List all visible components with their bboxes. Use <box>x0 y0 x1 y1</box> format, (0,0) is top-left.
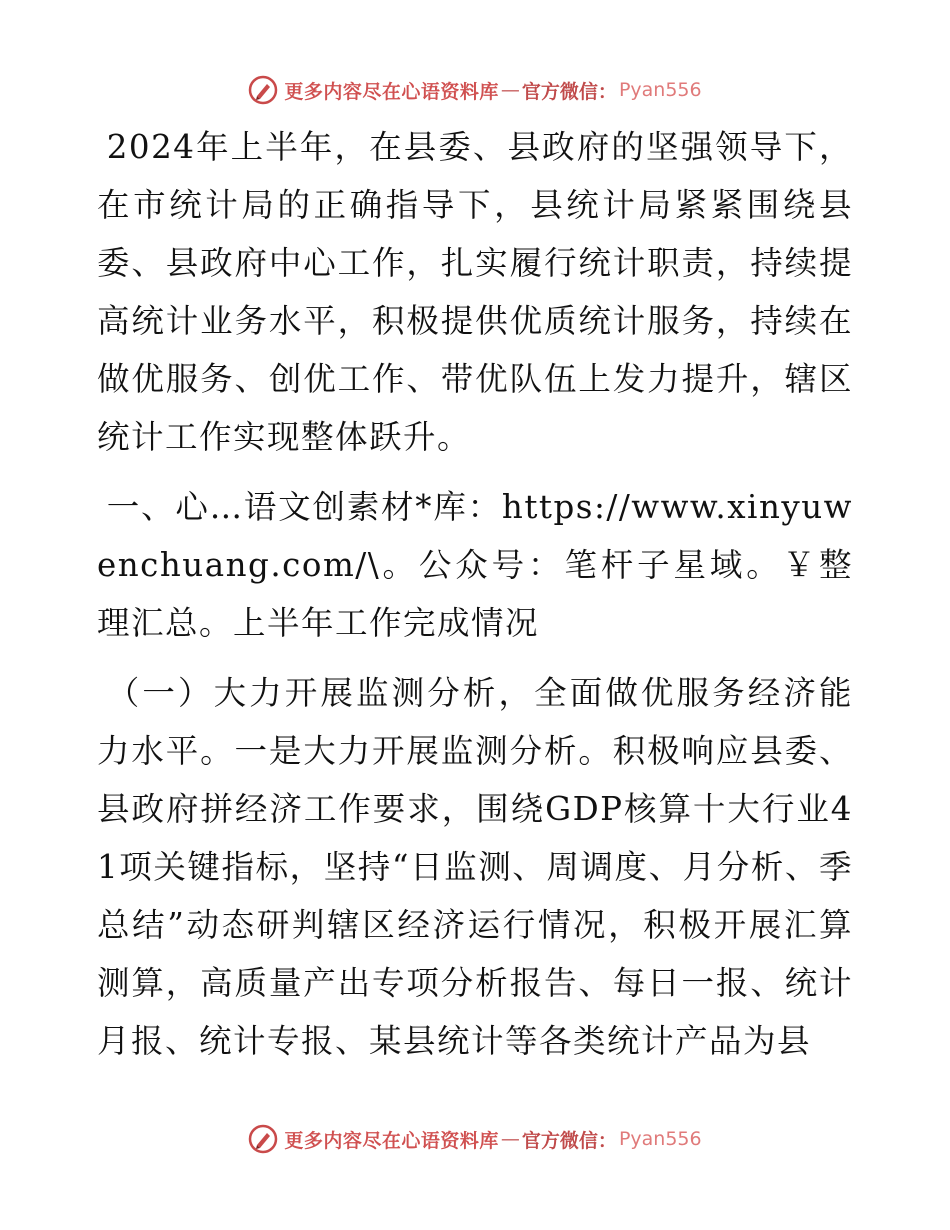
watermark-separator: — <box>500 1128 520 1150</box>
watermark-wechat-id: Pyan556 <box>618 79 702 101</box>
footer-watermark <box>0 1119 950 1159</box>
watermark-separator: — <box>500 79 520 101</box>
watermark-wechat-id: Pyan556 <box>618 1128 702 1150</box>
header-watermark <box>0 70 950 110</box>
document-body <box>97 118 853 1070</box>
watermark-official-label: 官方微信： <box>521 80 617 103</box>
pen-logo-icon <box>248 75 278 105</box>
watermark-official-label: 官方微信： <box>521 1129 617 1152</box>
section-heading-paragraph: 一、心…语文创素材*库：https://www.xinyuwenchuang.com/\。公众号：笔杆子星域。￥整理汇总。上半年工作完成情况 <box>97 488 853 642</box>
pen-logo-icon <box>248 1124 278 1154</box>
watermark-text: 更多内容尽在心语资料库 <box>284 80 499 103</box>
intro-paragraph: 2024年上半年，在县委、县政府的坚强领导下，在市统计局的正确指导下，县统计局紧紧围绕县委、县政府中心工作，扎实履行统计职责，持续提高统计业务水平，积极提供优质统计服务，持续在做优服务、创优工作、带优队伍上发力提升，辖区统计工作实现整体跃升。 <box>97 128 853 456</box>
subsection-paragraph: （一）大力开展监测分析，全面做优服务经济能力水平。一是大力开展监测分析。积极响应县委、县政府拼经济工作要求，围绕GDP核算十大行业41项关键指标，坚持“日监测、周调度、月分析、季总结”动态研判辖区经济运行情况，积极开展汇算测算，高质量产出专项分析报告、每日一报、统计月报、统计专报、某县统计等各类统计产品为县 <box>97 674 853 1060</box>
watermark-text: 更多内容尽在心语资料库 <box>284 1129 499 1152</box>
